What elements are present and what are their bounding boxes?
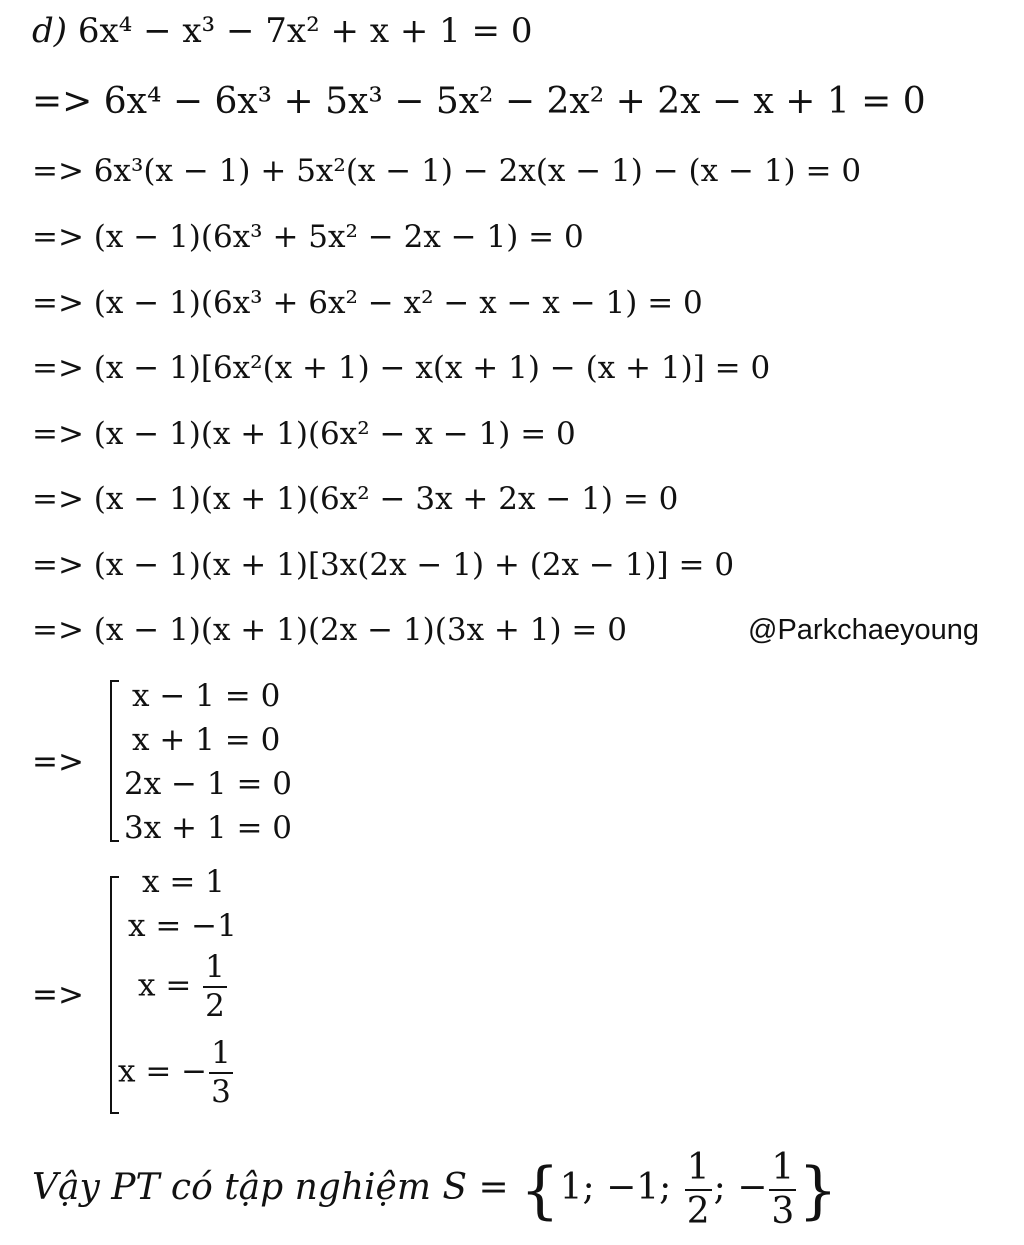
step-3: => (x − 1)(6x³ + 5x² − 2x − 1) = 0 bbox=[32, 219, 584, 255]
step-7: => (x − 1)(x + 1)(6x² − 3x + 2x − 1) = 0 bbox=[32, 481, 679, 517]
set-open-brace: { bbox=[520, 1153, 560, 1227]
set-fraction-half-den: 2 bbox=[686, 1191, 710, 1232]
case-2-2: x = −1 bbox=[128, 908, 237, 944]
set-values: 1; −1; bbox=[559, 1167, 683, 1208]
case-2-4-lhs: x = − bbox=[118, 1053, 208, 1090]
step-2: => 6x³(x − 1) + 5x²(x − 1) − 2x(x − 1) − (x − 1) = 0 bbox=[32, 153, 862, 189]
watermark: @Parkchaeyoung bbox=[748, 614, 979, 646]
set-fraction-half bbox=[685, 1147, 712, 1232]
fraction-third-num: 1 bbox=[211, 1035, 231, 1071]
case-2-1: x = 1 bbox=[142, 864, 225, 900]
set-fraction-third-den: 3 bbox=[771, 1191, 795, 1232]
case-2-4 bbox=[118, 1035, 235, 1110]
conclusion-text: Vậy PT có tập nghiệm S = bbox=[32, 1167, 521, 1208]
step-4: => (x − 1)(6x³ + 6x² − x² − x − x − 1) = 0 bbox=[32, 285, 703, 321]
arrow-2: => bbox=[32, 977, 84, 1013]
fraction-half-den: 2 bbox=[205, 988, 225, 1024]
case-2-3-lhs: x = bbox=[138, 967, 202, 1004]
fraction-third bbox=[209, 1035, 233, 1110]
fraction-half-num: 1 bbox=[205, 949, 225, 985]
case-1-3: 2x − 1 = 0 bbox=[124, 766, 293, 802]
set-fraction-half-num: 1 bbox=[686, 1147, 710, 1188]
problem-line bbox=[32, 11, 533, 51]
problem-equation: 6x⁴ − x³ − 7x² + x + 1 = 0 bbox=[77, 11, 533, 51]
case-1-1: x − 1 = 0 bbox=[132, 678, 281, 714]
conclusion bbox=[32, 1147, 838, 1232]
case-1-2: x + 1 = 0 bbox=[132, 722, 281, 758]
set-close-brace: } bbox=[798, 1153, 838, 1227]
arrow-1: => bbox=[32, 744, 84, 780]
step-5: => (x − 1)[6x²(x + 1) − x(x + 1) − (x + 1)] = 0 bbox=[32, 350, 771, 386]
step-9: => (x − 1)(x + 1)(2x − 1)(3x + 1) = 0 bbox=[32, 612, 627, 648]
set-fraction-third-num: 1 bbox=[771, 1147, 795, 1188]
step-1: => 6x⁴ − 6x³ + 5x³ − 5x² − 2x² + 2x − x + 1 = 0 bbox=[32, 81, 926, 122]
fraction-third-den: 3 bbox=[211, 1074, 231, 1110]
bracket-1 bbox=[110, 680, 119, 842]
set-separator: ; − bbox=[713, 1167, 768, 1208]
set-fraction-third bbox=[769, 1147, 796, 1232]
step-6: => (x − 1)(x + 1)(6x² − x − 1) = 0 bbox=[32, 416, 576, 452]
step-8: => (x − 1)(x + 1)[3x(2x − 1) + (2x − 1)] = 0 bbox=[32, 547, 735, 583]
fraction-half bbox=[203, 949, 227, 1024]
problem-label: d) bbox=[32, 11, 68, 51]
case-1-4: 3x + 1 = 0 bbox=[124, 810, 293, 846]
case-2-3 bbox=[138, 949, 229, 1024]
